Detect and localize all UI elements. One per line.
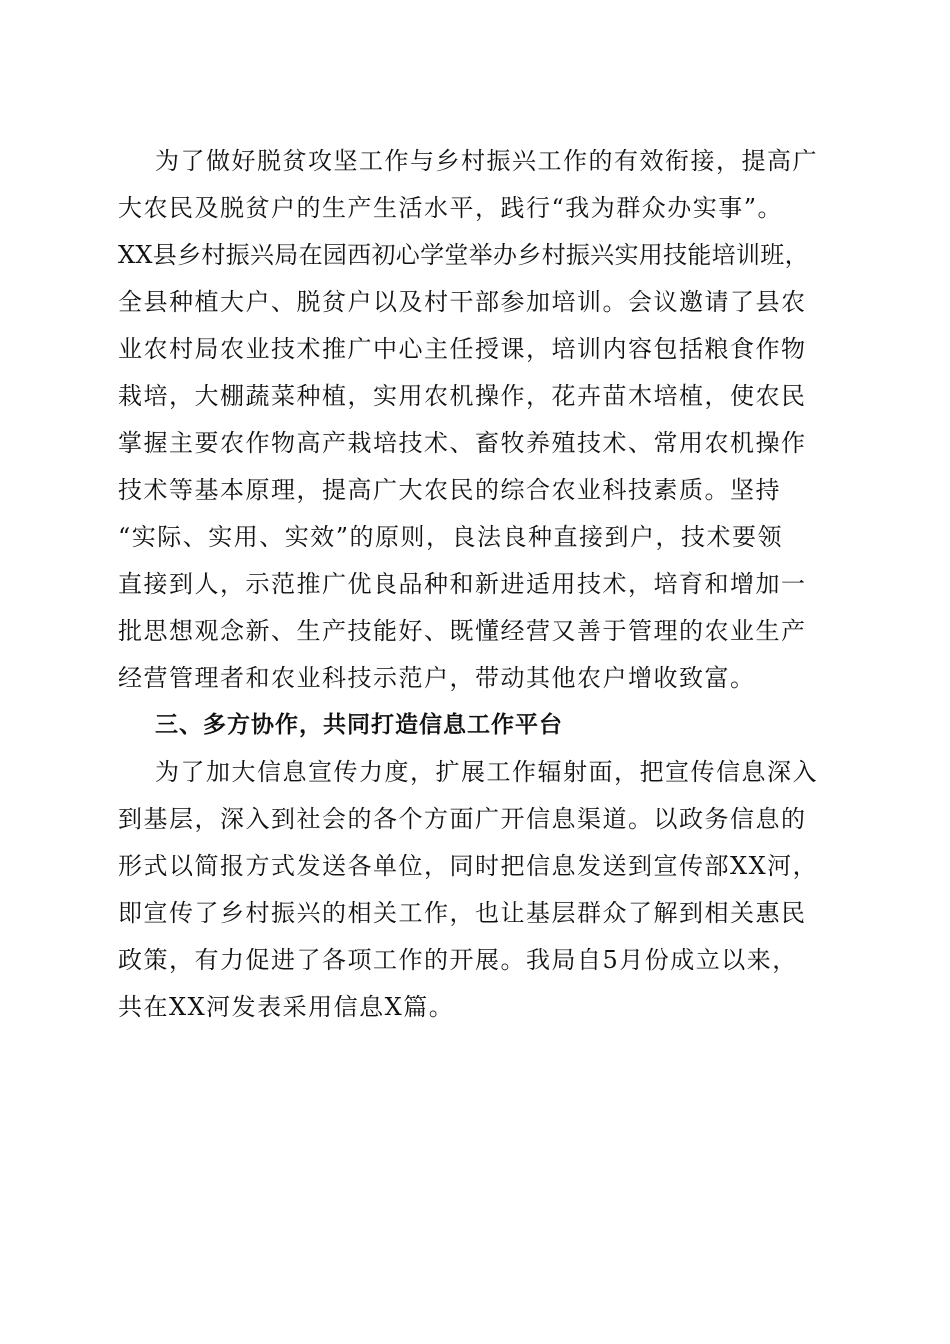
text-line: 即宣传了乡村振兴的相关工作，也让基层群众了解到相关惠民 [118,899,807,927]
text-line: 批思想观念新、生产技能好、既懂经营又善于管理的农业生产 [118,617,807,645]
text-line: 栽培，大棚蔬菜种植，实用农机操作，花卉苗木培植，使农民 [118,382,807,410]
text-line: 技术等基本原理，提高广大农民的综合农业科技素质。坚持 [118,476,781,504]
text-line: 掌握主要农作物高产栽培技术、畜牧养殖技术、常用农机操作 [118,429,807,457]
text-line: 到基层，深入到社会的各个方面广开信息渠道。以政务信息的 [118,805,807,833]
text-line: XX县乡村振兴局在园西初心学堂举办乡村振兴实用技能培训班， [118,241,809,269]
text-line: 业农村局农业技术推广中心主任授课，培训内容包括粮食作物 [118,335,807,363]
section-heading: 三、多方协作，共同打造信息工作平台 [155,712,563,738]
text-line: 为了加大信息宣传力度，扩展工作辐射面，把宣传信息深入 [155,758,818,786]
text-line: 政策，有力促进了各项工作的开展。我局自5月份成立以来， [118,946,798,974]
text-line: “实际、实用、实效”的原则，良法良种直接到户，技术要领 [118,523,784,551]
text-line: 为了做好脱贫攻坚工作与乡村振兴工作的有效衔接，提高广 [155,147,818,175]
paragraph-information [118,749,830,1031]
paragraph-training [118,138,830,702]
document-body [118,138,830,1031]
text-line: 全县种植大户、脱贫户以及村干部参加培训。会议邀请了县农 [118,288,807,316]
text-line: 直接到人，示范推广优良品种和新进适用技术，培育和增加一 [118,570,807,598]
text-line: 共在XX河发表采用信息X篇。 [118,993,455,1021]
text-line: 形式以简报方式发送各单位，同时把信息发送到宣传部XX河， [118,852,819,880]
text-line: 经营管理者和农业科技示范户，带动其他农户增收致富。 [118,664,756,692]
text-line: 大农民及脱贫户的生产生活水平，践行“我为群众办实事”。 [118,194,784,222]
